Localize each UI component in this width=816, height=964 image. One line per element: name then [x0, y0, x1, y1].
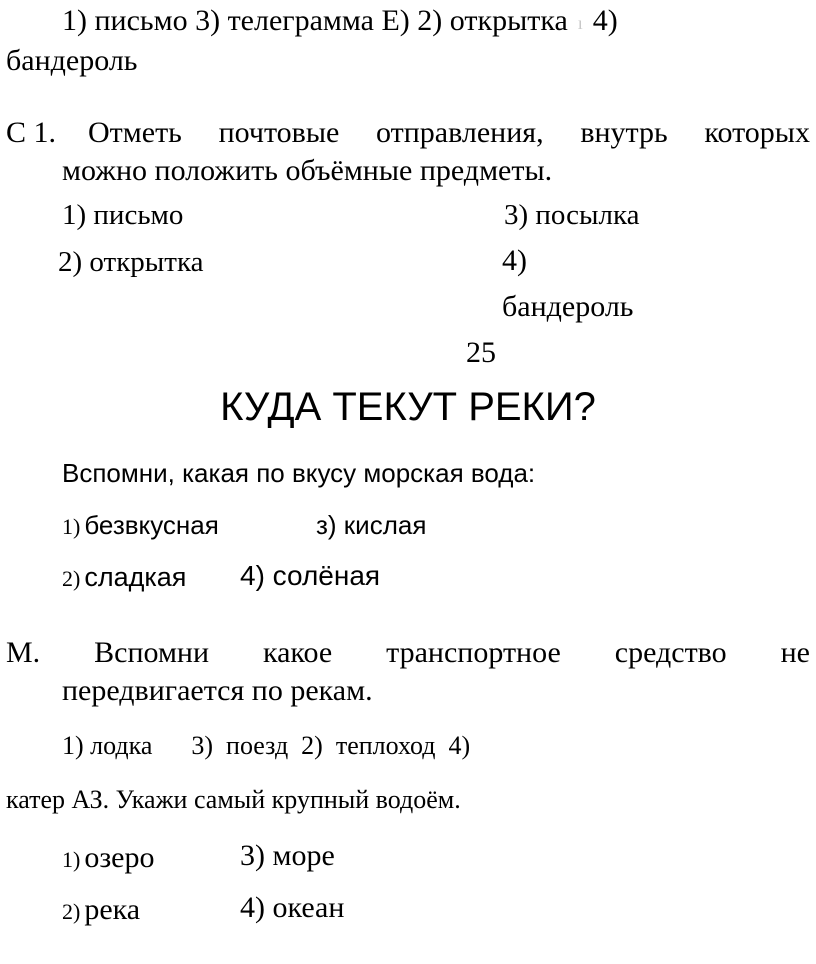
section-title: КУДА ТЕКУТ РЕКИ? [220, 385, 596, 429]
sea-option-1-number: 1) [62, 514, 81, 539]
water-option-4: 4) океан [240, 891, 345, 924]
word: М. [6, 636, 41, 669]
word: внутрь [580, 116, 668, 149]
word: средство [614, 636, 727, 669]
water-option-1-number: 1) [62, 847, 81, 872]
top-options-line [62, 6, 618, 36]
word: которых [704, 116, 810, 149]
water-option-2-number: 2) [62, 899, 81, 924]
c1-option-4-text: бандероль [502, 290, 634, 323]
question-c1-label: С 1. [6, 116, 57, 149]
sea-option-4: 4) солёная [240, 560, 381, 591]
word: какое [263, 636, 333, 669]
sea-option-2 [62, 564, 186, 591]
word: отправления, [376, 116, 544, 149]
word: Вспомни [94, 636, 210, 669]
c1-option-3: 3) посылка [504, 199, 640, 231]
top-options-continuation: бандероль [6, 44, 138, 77]
sea-option-1-text: безвкусная [84, 510, 219, 540]
question-sea-text: Вспомни, какая по вкусу морская вода: [62, 458, 536, 488]
water-option-3: 3) море [240, 839, 335, 872]
water-option-1-text: озеро [84, 841, 155, 874]
faint-mark: ı [577, 13, 583, 34]
c1-option-4-number: 4) [502, 244, 527, 277]
sea-option-3: з) кислая [316, 510, 427, 540]
word: почтовые [218, 116, 340, 149]
water-option-1 [62, 843, 155, 873]
top-options-text: 1) письмо 3) телеграмма Е) 2) открытка [62, 4, 568, 37]
sea-option-2-number: 2) [62, 566, 81, 591]
question-c1-line2: можно положить объёмные предметы. [62, 154, 553, 187]
page-number: 25 [466, 336, 496, 369]
question-m-options: 1) лодка 3) поезд 2) теплоход 4) [62, 731, 471, 760]
word: не [780, 636, 810, 669]
water-option-2 [62, 895, 140, 925]
top-options-text-end: 4) [592, 4, 618, 37]
sea-option-1 [62, 512, 219, 538]
question-m-continuation: катер АЗ. Укажи самый крупный водоём. [6, 785, 461, 814]
question-c1-line1 [88, 118, 810, 148]
c1-option-1: 1) письмо [62, 199, 184, 231]
question-m-line1 [6, 638, 810, 668]
sea-option-2-text: сладкая [84, 562, 187, 592]
question-m-line2: передвигается по рекам. [62, 674, 373, 707]
word: транспортное [386, 636, 561, 669]
c1-option-2: 2) открытка [58, 246, 204, 278]
water-option-2-text: река [84, 893, 141, 926]
word: Отметь [88, 116, 182, 149]
